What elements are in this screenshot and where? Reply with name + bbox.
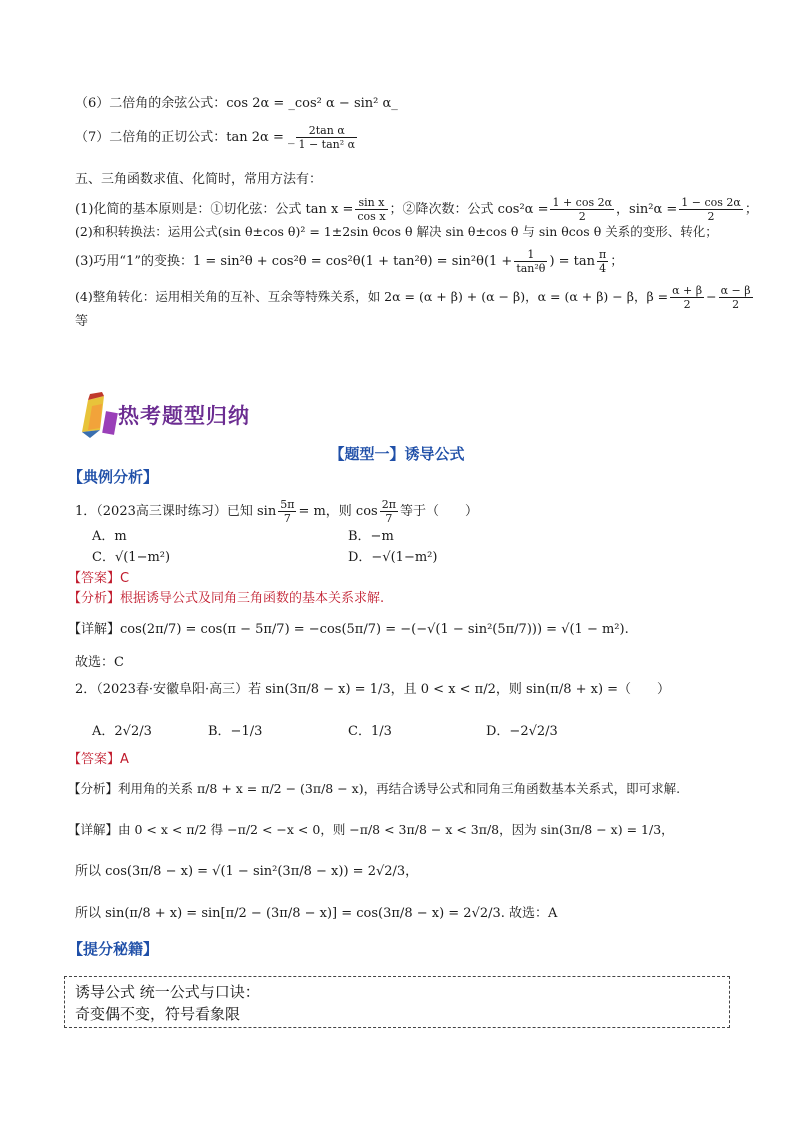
q1-option-d: D．−√(1−m²) bbox=[348, 550, 438, 565]
q1-answer: 【答案】C bbox=[68, 571, 130, 586]
methods-heading: 五、三角函数求值、化简时，常用方法有： bbox=[75, 172, 323, 187]
formula-6-label: （6）二倍角的余弦公式： bbox=[75, 96, 227, 111]
q1-analysis: 【分析】根据诱导公式及同角三角函数的基本关系求解. bbox=[68, 591, 385, 606]
q2-option-c: C．1/3 bbox=[348, 724, 392, 739]
q1-option-b: B．−m bbox=[348, 529, 394, 544]
hot-topics-banner bbox=[78, 392, 298, 438]
q1-option-a: A．m bbox=[92, 529, 127, 544]
q1-choose: 故选：C bbox=[75, 655, 124, 670]
q2-answer: 【答案】A bbox=[68, 752, 129, 767]
formula-6-text: cos 2α = _cos² α − sin² α_ bbox=[226, 96, 398, 111]
formula-7-lhs: tan 2α = _ bbox=[226, 130, 295, 145]
method-4: (4)整角转化：运用相关角的互补、互余等特殊关系，如 2α = (α + β) + (α − β)，α = (α + β) − β，β = $\frac{\alpha + \beta}{2}$ − $\frac{\alpha - \beta}{2}$ bbox=[75, 284, 751, 311]
method-1: (1)化简的基本原则是：①切化弦：公式 tan x = $\frac{\text{sin x}}{\text{cos x}}$ ；②降次数：公式 cos²α = $\frac{1 + \cos 2\alpha}{2}$ ，sin²α = $\frac{1 - \cos 2\alpha}{2}$ ； bbox=[75, 196, 758, 223]
banner-title: 热考题型归纳 bbox=[118, 404, 250, 428]
q2-option-a: A．2√2/3 bbox=[92, 724, 152, 739]
q2-option-d: D．−2√2/3 bbox=[486, 724, 558, 739]
q1-stem: 1．（2023高三课时练习）已知 sin $\frac{5\pi}{7}$ = m，则 cos $\frac{2\pi}{7}$ 等于（ ） bbox=[75, 498, 478, 525]
example-heading: 【典例分析】 bbox=[68, 468, 159, 486]
q2-stem: 2．（2023春·安徽阜阳·高三）若 sin(3π/8 − x) = 1/3，且 0 < x < π/2，则 sin(π/8 + x) =（ ） bbox=[75, 682, 671, 697]
tips-line-1: 诱导公式 统一公式与口诀： bbox=[75, 983, 260, 1001]
tips-box bbox=[64, 976, 730, 1028]
tips-line-2: 奇变偶不变，符号看象限 bbox=[75, 1005, 241, 1023]
q2-analysis: 【分析】利用角的关系 π/8 + x = π/2 − (3π/8 − x)，再结合诱导公式和同角三角函数基本关系式，即可求解. bbox=[68, 781, 681, 796]
method-4-tail: 等 bbox=[75, 314, 89, 329]
formula-7-fraction: $\frac{\text{2tan α}}{\text{1 − tan² α}}$ bbox=[298, 124, 356, 151]
q1-option-c: C．√(1−m²) bbox=[92, 550, 171, 565]
q2-detail-2: 所以 cos(3π/8 − x) = √(1 − sin²(3π/8 − x)) = 2√2/3， bbox=[75, 864, 419, 879]
method-3: (3)巧用“1”的变换：1 = sin²θ + cos²θ = cos²θ(1 + tan²θ) = sin²θ(1 + $\frac{1}{\text{tan²θ}}$ ) = tan $\frac{\pi}{4}$ ； bbox=[75, 248, 624, 275]
formula-7-label: （7）二倍角的正切公式： bbox=[75, 130, 227, 145]
pencil-icon bbox=[78, 392, 118, 438]
formula-6 bbox=[75, 94, 398, 114]
q2-option-b: B．−1/3 bbox=[208, 724, 263, 739]
method-2: (2)和积转换法：运用公式(sin θ±cos θ)² = 1±2sin θcos θ 解决 sin θ±cos θ 与 sin θcos θ 关系的变形、转化； bbox=[75, 224, 718, 239]
q1-detail: 【详解】cos(2π/7) = cos(π − 5π/7) = −cos(5π/7) = −(−√(1 − sin²(5π/7))) = √(1 − m²). bbox=[68, 622, 629, 637]
formula-7 bbox=[75, 124, 359, 151]
section-title: 【题型一】诱导公式 bbox=[329, 445, 465, 463]
q2-detail-3: 所以 sin(π/8 + x) = sin[π/2 − (3π/8 − x)] = cos(3π/8 − x) = 2√2/3. 故选：A bbox=[75, 906, 558, 921]
q2-detail-1: 【详解】由 0 < x < π/2 得 −π/2 < −x < 0，则 −π/8 < 3π/8 − x < 3π/8，因为 sin(3π/8 − x) = 1/3， bbox=[68, 822, 674, 837]
tips-heading: 【提分秘籍】 bbox=[68, 940, 159, 958]
